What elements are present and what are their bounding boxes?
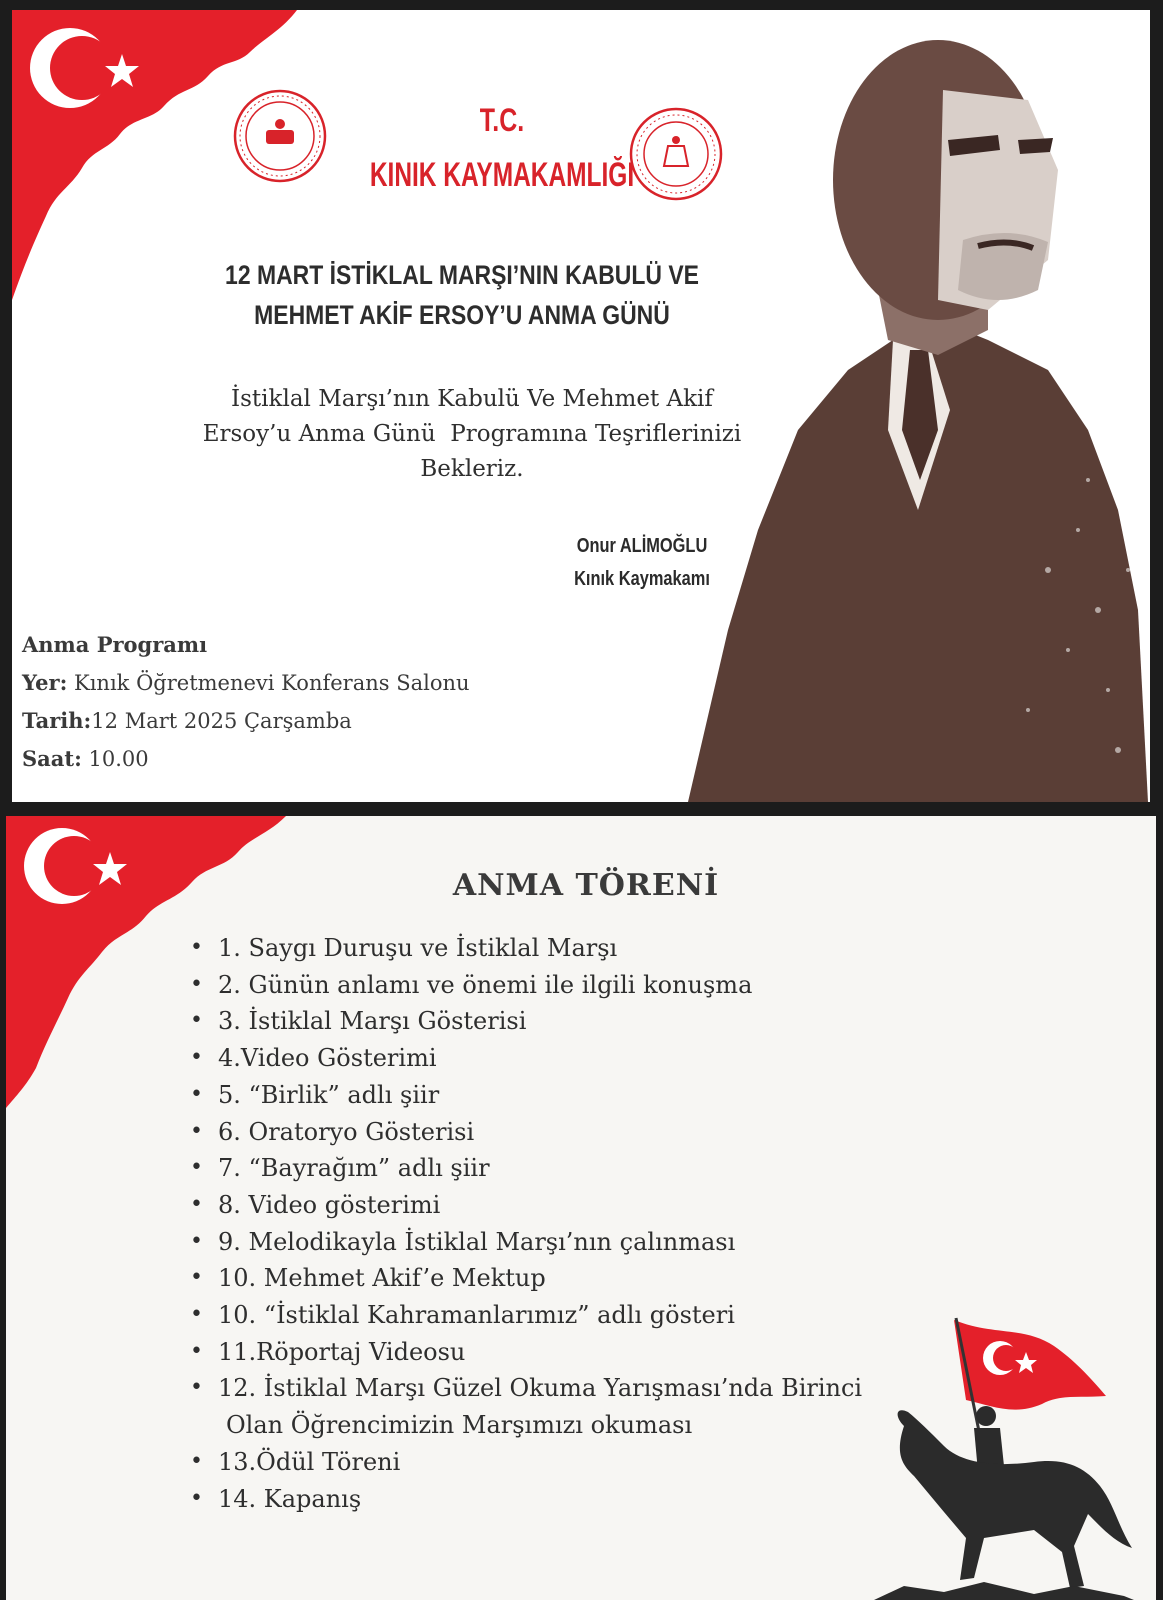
headline-line1: 12 MART İSTİKLAL MARŞI’NIN KABULÜ VE: [225, 260, 699, 290]
signatory-title: Kınık Kaymakamı: [574, 568, 710, 590]
headline-line2: MEHMET AKİF ERSOY’U ANMA GÜNÜ: [254, 300, 670, 330]
agenda-item: • 1. Saygı Duruşu ve İstiklal Marşı: [190, 930, 950, 967]
program-place: [22, 670, 470, 695]
agenda-item: • 14. Kapanış: [190, 1481, 950, 1518]
time-label: Saat:: [22, 746, 82, 771]
place-value: Kınık Öğretmenevi Konferans Salonu: [67, 671, 470, 695]
header-tc: T.C.: [479, 102, 525, 138]
invitation-card: [12, 10, 1150, 802]
agenda-item: • 10. Mehmet Akif’e Mektup: [190, 1260, 950, 1297]
agenda-item: • 5. “Birlik” adlı şiir: [190, 1077, 950, 1114]
signatory-name: Onur ALİMOĞLU: [576, 535, 708, 557]
time-value: 10.00: [81, 747, 149, 771]
place-label: Yer:: [22, 670, 68, 695]
invite-line3: Bekleriz.: [420, 456, 524, 482]
agenda-item: • 3. İstiklal Marşı Gösterisi: [190, 1003, 950, 1040]
agenda-item: • 2. Günün anlamı ve önemi ile ilgili konuşma: [190, 967, 950, 1004]
ceremony-card: [6, 816, 1156, 1600]
header-kaymakamlik: KINIK KAYMAKAMLIĞI: [369, 156, 635, 194]
agenda-item: • 11.Röportaj Videosu: [190, 1334, 950, 1371]
agenda-item: • 10. “İstiklal Kahramanlarımız” adlı gösteri: [190, 1297, 950, 1334]
mehmet-akif-portrait-image: [688, 10, 1148, 802]
agenda-item: • 12. İstiklal Marşı Güzel Okuma Yarışması’nda Birinci: [190, 1370, 950, 1407]
agenda-item: • 7. “Bayrağım” adlı şiir: [190, 1150, 950, 1187]
agenda-item: • 9. Melodikayla İstiklal Marşı’nın çalınması: [190, 1224, 950, 1261]
agenda-item: • 6. Oratoryo Gösterisi: [190, 1114, 950, 1151]
program-heading: Anma Programı: [22, 632, 208, 657]
horseman-with-flag-icon: [874, 1316, 1134, 1600]
program-time: [22, 746, 149, 771]
ceremony-title: ANMA TÖRENİ: [452, 868, 720, 903]
ceremony-agenda-list: [190, 930, 950, 1517]
agenda-item: • 4.Video Gösterimi: [190, 1040, 950, 1077]
invite-line2: Ersoy’u Anma Günü Programına Teşriflerinizi: [202, 421, 742, 447]
program-date: [22, 708, 352, 733]
ministry-seal-icon: [232, 88, 328, 184]
agenda-item: • 13.Ödül Töreni: [190, 1444, 950, 1481]
invite-line1: İstiklal Marşı’nın Kabulü Ve Mehmet Akif: [231, 386, 713, 412]
agenda-item-continuation: Olan Öğrencimizin Marşımızı okuması: [226, 1411, 693, 1440]
date-value: 12 Mart 2025 Çarşamba: [91, 709, 352, 733]
date-label: Tarih:: [22, 708, 92, 733]
agenda-item: • 8. Video gösterimi: [190, 1187, 950, 1224]
